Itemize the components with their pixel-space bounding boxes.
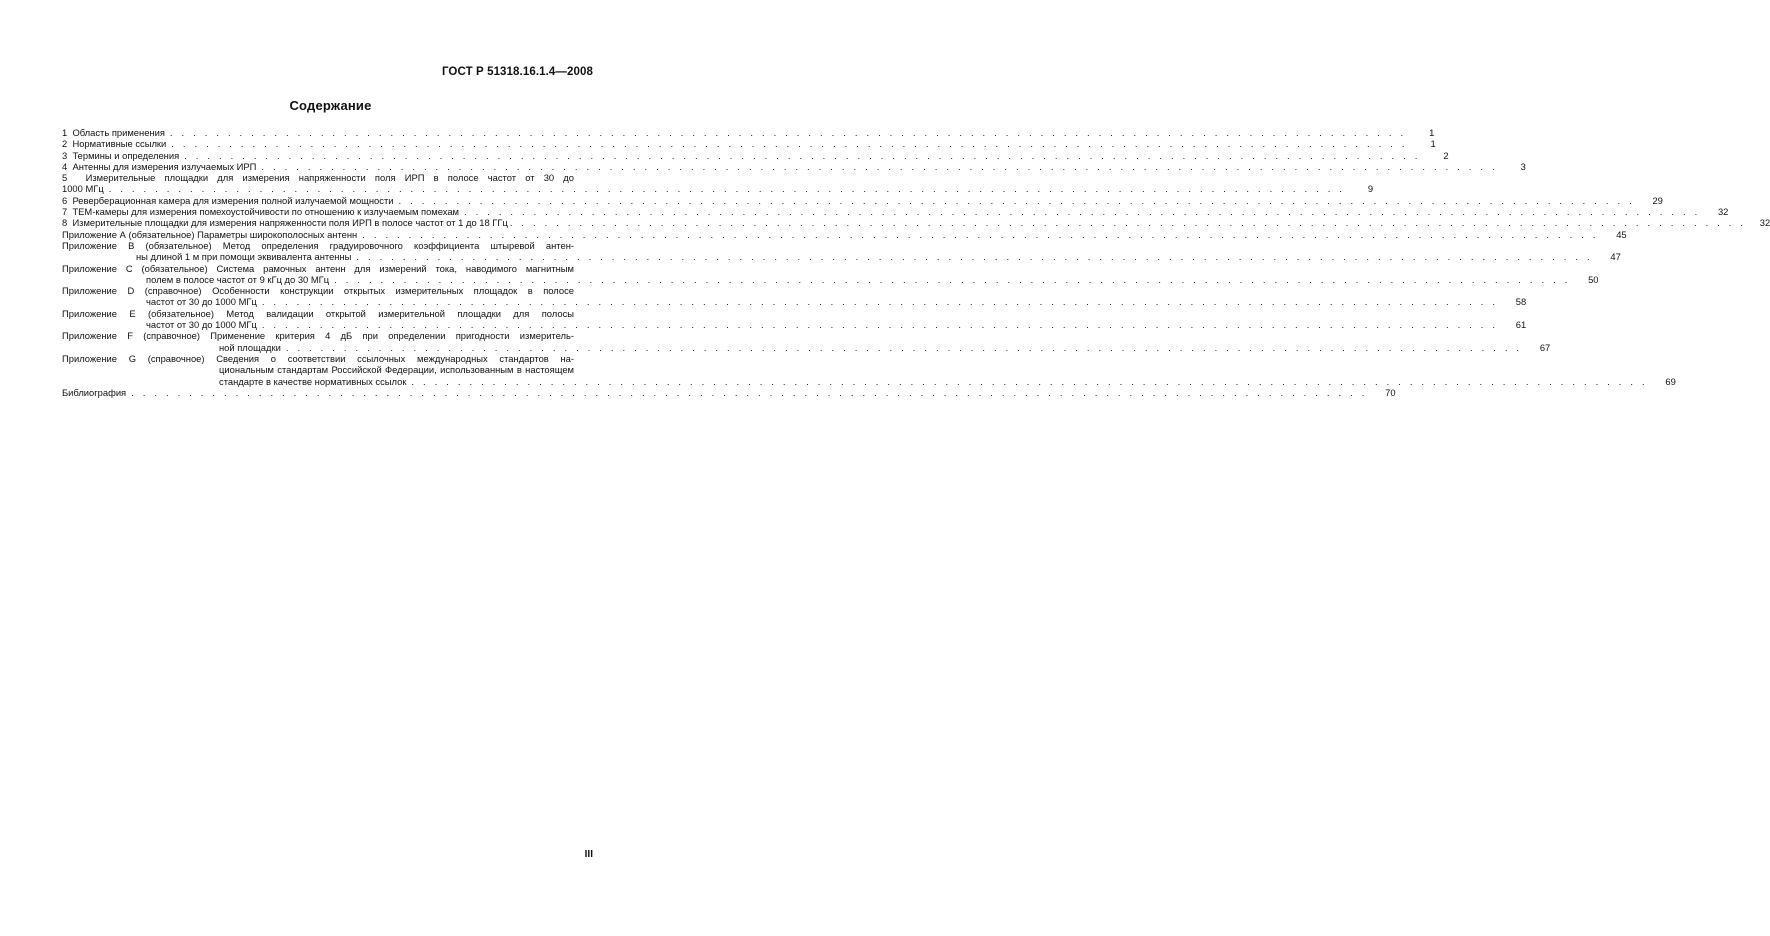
document-id: ГОСТ Р 51318.16.1.4—2008 (441, 66, 593, 78)
toc-entry-4[interactable] (62, 160, 1526, 172)
leader-dots (464, 206, 1700, 217)
toc-entry-page: 32 (1717, 206, 1729, 218)
appendix-title-line2: циональным стандартам Российской Федерации, использованным в настоящем (219, 364, 574, 376)
toc-entry-page: 1 (1429, 127, 1435, 138)
toc-entry-text: Область применения (72, 127, 165, 138)
page-title: Содержание (289, 98, 372, 113)
appendix-prefix: Приложение F (справочное) (62, 330, 201, 342)
toc-entry-text: Реверберационная камера для измерения полной излучаемой мощности (72, 194, 394, 206)
toc-entry-number: 3 (62, 149, 68, 161)
leader-dots (184, 150, 1420, 161)
leader-dots (399, 195, 1635, 206)
toc-entry-page: 32 (1759, 217, 1770, 229)
appendix-e-entry[interactable] (62, 307, 1527, 331)
appendix-prefix: Приложение А (обязательное) (62, 228, 195, 240)
toc-entry-number: 4 (62, 160, 68, 172)
toc-entry-page: 69 (1665, 375, 1676, 387)
appendix-a-entry[interactable] (62, 228, 1627, 240)
toc-entry-text: Измерительные площадки для измерения напряженности поля ИРП в полосе частот от 1 до 18 ГГц (72, 217, 508, 229)
appendix-title-line2: ной площадки (219, 341, 281, 353)
appendix-title-line3: стандарте в качестве нормативных ссылок (219, 375, 407, 387)
leader-dots (334, 274, 1570, 285)
appendix-title-line1: Метод валидации открытой измерительной площадки для полосы (226, 307, 574, 319)
appendix-prefix: Приложение G (справочное) (62, 352, 205, 364)
toc-entry-page: 70 (1385, 386, 1396, 398)
appendix-title-line1: Особенности конструкции открытых измерительных площадок в полосе (212, 285, 575, 297)
appendix-prefix: Приложение С (обязательное) (62, 262, 208, 274)
appendix-b-entry[interactable] (62, 239, 1621, 263)
bibliography-entry[interactable] (62, 386, 1396, 398)
appendix-title: Параметры широкополосных антенн (197, 228, 358, 240)
toc-entry-page: 47 (1610, 251, 1621, 263)
toc-entry-7[interactable] (62, 206, 1729, 218)
toc-entry-text: Нормативные ссылки (72, 138, 167, 150)
appendix-title-line2: частот от 30 до 1000 МГц (146, 296, 257, 308)
appendix-title-line1: Система рамочных антенн для измерений тока, наводимого магнитным (216, 262, 574, 274)
toc-entry-number: 6 (62, 194, 68, 206)
toc-entry-number: 5 (62, 172, 68, 184)
table-of-contents (62, 127, 1770, 398)
appendix-prefix: Приложение Е (обязательное) (62, 307, 215, 319)
toc-entry-number: 2 (62, 138, 68, 150)
bibliography-label: Библиография (62, 386, 127, 398)
leader-dots (109, 183, 1345, 194)
toc-entry-8[interactable] (62, 217, 1770, 229)
toc-entry-page: 61 (1515, 319, 1527, 331)
leader-dots (261, 161, 1497, 172)
toc-entry-number: 1 (62, 127, 68, 138)
page-number: III (584, 849, 593, 860)
toc-entry-text: Термины и определения (72, 149, 180, 161)
toc-entry-3[interactable] (62, 149, 1449, 161)
appendix-f-entry[interactable] (62, 330, 1551, 353)
toc-entry-page: 67 (1539, 341, 1551, 353)
toc-entry-1[interactable] (62, 127, 1435, 138)
leader-dots (356, 251, 1592, 262)
toc-entry-text-line1: Измерительные площадки для измерения напряженности поля ИРП в полосе частот от 30 до (85, 172, 574, 184)
appendix-title-line2: ны длиной 1 м при помощи эквивалента антенны (136, 251, 352, 263)
toc-entry-text: Антенны для измерения излучаемых ИРП (72, 160, 257, 172)
toc-entry-number: 7 (62, 206, 68, 218)
leader-dots (131, 387, 1367, 398)
appendix-g-entry[interactable] (62, 352, 1676, 387)
appendix-d-entry[interactable] (62, 285, 1527, 308)
appendix-prefix: Приложение В (обязательное) (62, 239, 212, 251)
leader-dots (286, 342, 1522, 353)
toc-entry-page: 1 (1430, 138, 1436, 150)
appendix-title-line1: Метод определения градуировочного коэффициента штыревой антен- (222, 239, 574, 251)
toc-entry-number: 8 (62, 217, 68, 229)
toc-entry-page: 45 (1616, 228, 1627, 240)
toc-entry-text: ТЕМ-камеры для измерения помехоустойчивости по отношению к излучаемым помехам (72, 206, 459, 218)
toc-entry-6[interactable] (62, 194, 1663, 206)
leader-dots (262, 319, 1498, 330)
toc-entry-5[interactable] (62, 172, 1374, 195)
toc-entry-page: 2 (1443, 149, 1449, 161)
appendix-title-line1: Применение критерия 4 дБ при определении пригодности измеритель- (210, 330, 574, 342)
appendix-prefix: Приложение D (справочное) (62, 285, 202, 297)
toc-entry-text-line2: 1000 МГц (62, 183, 104, 195)
toc-entry-page: 50 (1588, 273, 1599, 285)
toc-entry-2[interactable] (62, 138, 1436, 150)
toc-entry-page: 9 (1367, 183, 1374, 195)
toc-entry-page: 3 (1520, 160, 1526, 172)
leader-dots (510, 217, 1746, 228)
toc-entry-page: 29 (1652, 194, 1663, 206)
appendix-c-entry[interactable] (62, 262, 1599, 286)
leader-dots (170, 127, 1406, 138)
appendix-title-line2: полем в полосе частот от 9 кГц до 30 МГц (146, 273, 330, 285)
leader-dots (262, 296, 1498, 307)
leader-dots (411, 376, 1647, 387)
leader-dots (171, 138, 1407, 149)
appendix-title-line1: Сведения о соответствии ссылочных международных стандартов на- (216, 352, 575, 364)
leader-dots (362, 229, 1598, 240)
appendix-title-line2: частот от 30 до 1000 МГц (146, 319, 257, 331)
toc-entry-page: 58 (1515, 296, 1527, 308)
